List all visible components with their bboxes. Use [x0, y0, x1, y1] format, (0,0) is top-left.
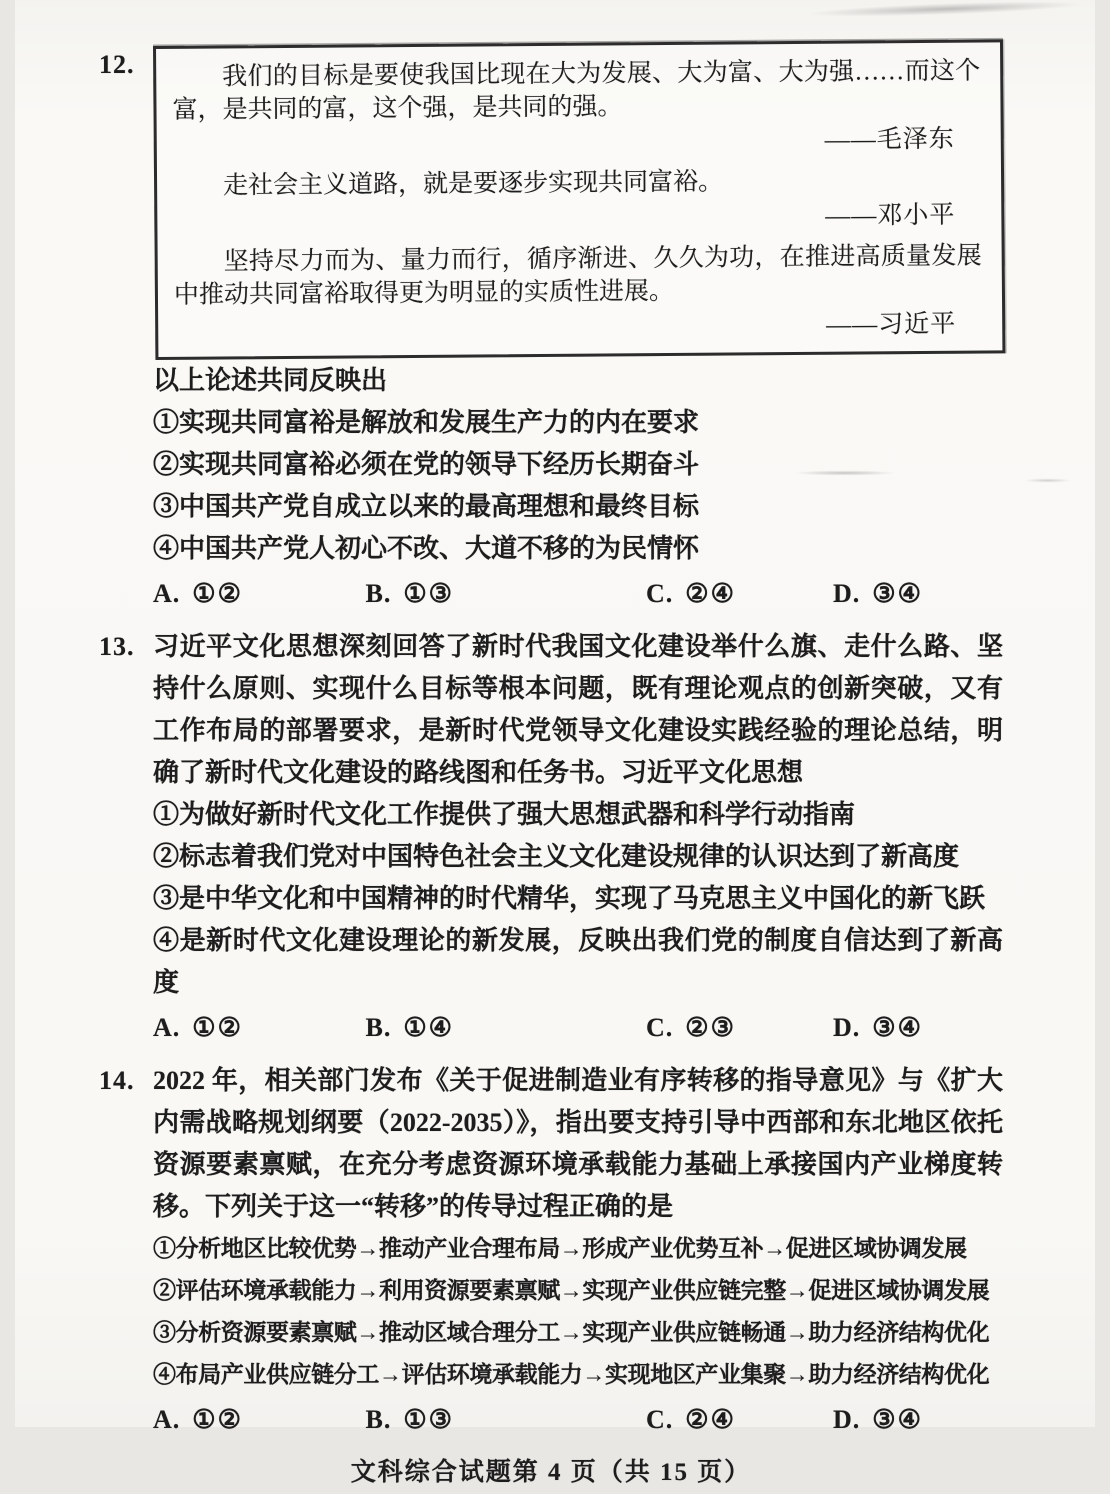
- question-12-content: [153, 360, 1003, 616]
- quote-box: [153, 39, 1005, 360]
- choice-a: [153, 1006, 366, 1050]
- answer-choices: [153, 1006, 1003, 1050]
- quote-text-xi: 坚持尽力而为、量力而行，循序渐进、久久为功，在推进高质量发展中推动共同富裕取得更为明显的实质性进展。: [173, 242, 982, 309]
- choice-a-value: ①②: [192, 1405, 243, 1434]
- option-2: ②标志着我们党对中国特色社会主义文化建设规律的认识达到了新高度: [153, 842, 960, 871]
- option-1: ①为做好新时代文化工作提供了强大思想武器和科学行动指南: [153, 800, 856, 829]
- option-3: ③分析资源要素禀赋→推动区域合理分工→实现产业供应链畅通→助力经济结构优化: [153, 1320, 990, 1345]
- choice-b-label: B.: [365, 579, 392, 608]
- choice-d-value: ③④: [872, 579, 923, 608]
- question-number: 13.: [99, 632, 135, 661]
- choice-a: [153, 1398, 366, 1442]
- option-3: ③是中华文化和中国精神的时代精华，实现了马克思主义中国化的新飞跃: [153, 884, 986, 913]
- choice-c: [646, 1398, 833, 1442]
- choice-b-label: B.: [365, 1405, 392, 1434]
- quote-author-mao: ——毛泽东: [824, 125, 955, 154]
- choice-d-label: D.: [833, 1405, 861, 1434]
- quote-author-deng: ——邓小平: [825, 201, 956, 230]
- question-12: [99, 44, 1003, 616]
- choice-b-value: ①③: [403, 1405, 454, 1434]
- choice-b-value: ①③: [403, 579, 454, 608]
- question-stem: 2022 年，相关部门发布《关于促进制造业有序转移的指导意见》与《扩大内需战略规划纲要（2022-2035）》，指出要支持引导中西部和东北地区依托资源要素禀赋，在充分考虑资源环境承载能力基础上承接国内产业梯度转移。下列关于这一“转移”的传导过程正确的是: [153, 1066, 1003, 1221]
- choice-a-label: A.: [153, 579, 181, 608]
- choice-a-label: A.: [153, 1405, 181, 1434]
- question-14: [99, 1060, 1003, 1442]
- choice-d: [833, 1398, 1003, 1442]
- choice-b: [366, 1006, 647, 1050]
- choice-d-value: ③④: [872, 1013, 923, 1042]
- choice-d: [833, 572, 1003, 616]
- choice-d: [833, 1006, 1003, 1050]
- choice-c: [646, 1006, 833, 1050]
- question-13-content: [153, 794, 1003, 1050]
- choice-c-label: C.: [646, 579, 674, 608]
- quote-text-mao: 我们的目标是要使我国比现在大为发展、大为富、大为强……而这个富，是共同的富，这个强，是共同的强。: [172, 57, 981, 124]
- question-13: [99, 626, 1003, 1050]
- choice-c-label: C.: [646, 1013, 674, 1042]
- option-1: ①实现共同富裕是解放和发展生产力的内在要求: [153, 408, 700, 437]
- option-3: ③中国共产党自成立以来的最高理想和最终目标: [153, 492, 700, 521]
- answer-choices: [153, 1398, 1003, 1442]
- option-4: ④是新时代文化建设理论的新发展，反映出我们党的制度自信达到了新高度: [153, 926, 1003, 997]
- option-2: ②实现共同富裕必须在党的领导下经历长期奋斗: [153, 450, 700, 479]
- choice-a-value: ①②: [192, 1013, 243, 1042]
- option-1: ①分析地区比较优势→推动产业合理布局→形成产业优势互补→促进区域协调发展: [153, 1236, 967, 1261]
- choice-a: [153, 572, 366, 616]
- question-number: 12.: [99, 50, 135, 79]
- option-2: ②评估环境承载能力→利用资源要素禀赋→实现产业供应链完整→促进区域协调发展: [153, 1278, 990, 1303]
- choice-b-value: ①④: [403, 1013, 454, 1042]
- option-4: ④中国共产党人初心不改、大道不移的为民情怀: [153, 534, 700, 563]
- choice-a-label: A.: [153, 1013, 181, 1042]
- quote-text-deng: 走社会主义道路，就是要逐步实现共同富裕。: [222, 168, 724, 200]
- choice-c: [646, 572, 833, 616]
- question-12-head: [99, 44, 1003, 360]
- scan-smudge: [1020, 478, 1075, 483]
- exam-page: [15, 0, 1095, 1486]
- quote-author-xi: ——习近平: [826, 310, 957, 339]
- choice-d-value: ③④: [872, 1405, 923, 1434]
- choice-c-value: ②③: [685, 1013, 736, 1042]
- choice-b-label: B.: [365, 1013, 392, 1042]
- question-14-content: [153, 1228, 1003, 1442]
- choice-d-label: D.: [833, 579, 861, 608]
- page-footer: 文科综合试题第 4 页（共 15 页）: [350, 1459, 752, 1486]
- question-14-head: [99, 1060, 1003, 1228]
- option-4: ④布局产业供应链分工→评估环境承载能力→实现地区产业集聚→助力经济结构优化: [153, 1362, 990, 1387]
- scan-smudge: [775, 0, 1110, 22]
- choice-c-label: C.: [646, 1405, 674, 1434]
- choice-d-label: D.: [833, 1013, 861, 1042]
- question-stem: 习近平文化思想深刻回答了新时代我国文化建设举什么旗、走什么路、坚持什么原则、实现什么目标等根本问题，既有理论观点的创新突破，又有工作布局的部署要求，是新时代党领导文化建设实践经验的理论总结，明确了新时代文化建设的路线图和任务书。习近平文化思想: [153, 632, 1003, 787]
- question-stem: 以上论述共同反映出: [153, 366, 388, 395]
- choice-a-value: ①②: [192, 579, 243, 608]
- question-13-head: [99, 626, 1003, 794]
- choice-b: [366, 1398, 647, 1442]
- choice-c-value: ②④: [685, 1405, 736, 1434]
- answer-choices: [153, 572, 1003, 616]
- choice-c-value: ②④: [685, 579, 736, 608]
- question-number: 14.: [99, 1066, 135, 1095]
- choice-b: [366, 572, 647, 616]
